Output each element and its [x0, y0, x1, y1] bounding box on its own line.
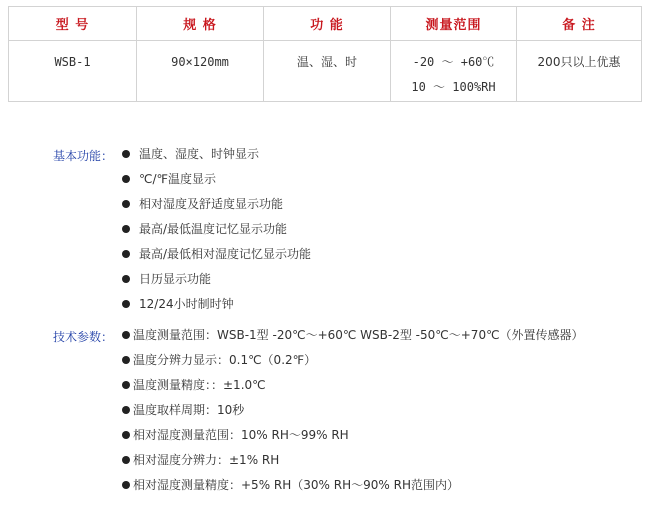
- list-item: 相对湿度测量范围：10% RH～99% RH: [122, 423, 584, 448]
- list-item: 相对湿度测量精度：+5% RH（30% RH～90% RH范围内）: [122, 473, 584, 498]
- spec-table: [8, 6, 642, 102]
- bullet-icon: [122, 456, 130, 464]
- list-item: 最高/最低温度记忆显示功能: [122, 217, 311, 242]
- header-model: 型 号: [9, 7, 137, 41]
- list-item: 12/24小时制时钟: [122, 292, 311, 317]
- bullet-icon: [122, 406, 130, 414]
- list-item: 温度、湿度、时钟显示: [122, 142, 311, 167]
- header-note: 备 注: [517, 7, 642, 41]
- list-item: 相对湿度及舒适度显示功能: [122, 192, 311, 217]
- range-humidity: 10 ～ 100%RH: [411, 80, 496, 94]
- header-spec: 规 格: [137, 7, 264, 41]
- bullet-icon: [122, 331, 130, 339]
- cell-model: WSB-1: [9, 41, 137, 102]
- cell-note: 200只以上优惠: [517, 41, 642, 102]
- bullet-icon: [122, 150, 130, 158]
- list-item: 日历显示功能: [122, 267, 311, 292]
- bullet-icon: [122, 225, 130, 233]
- table-header-row: [9, 7, 642, 41]
- list-item: 温度取样周期：10秒: [122, 398, 584, 423]
- basic-functions-list: [122, 142, 311, 317]
- bullet-icon: [122, 200, 130, 208]
- bullet-icon: [122, 381, 130, 389]
- bullet-icon: [122, 300, 130, 308]
- cell-range: [391, 41, 517, 102]
- bullet-icon: [122, 481, 130, 489]
- bullet-icon: [122, 356, 130, 364]
- basic-functions-label: 基本功能：: [53, 149, 114, 163]
- list-item: 相对湿度分辨力：±1% RH: [122, 448, 584, 473]
- list-item: ℃/℉温度显示: [122, 167, 311, 192]
- tech-params-label: 技术参数：: [53, 330, 114, 344]
- header-range: 测量范围: [391, 7, 517, 41]
- list-item: 温度分辨力显示：0.1℃（0.2℉）: [122, 348, 584, 373]
- list-item: 最高/最低相对湿度记忆显示功能: [122, 242, 311, 267]
- list-item: 温度测量范围：WSB-1型 -20℃～+60℃ WSB-2型 -50℃～+70℃（外置传感器）: [122, 323, 584, 348]
- bullet-icon: [122, 175, 130, 183]
- table-row: [9, 41, 642, 102]
- cell-spec: 90×120mm: [137, 41, 264, 102]
- range-temperature: -20 ～ +60℃: [412, 55, 495, 69]
- bullet-icon: [122, 431, 130, 439]
- bullet-icon: [122, 250, 130, 258]
- tech-params-list: [122, 323, 584, 498]
- header-function: 功 能: [264, 7, 391, 41]
- cell-function: 温、湿、时: [264, 41, 391, 102]
- bullet-icon: [122, 275, 130, 283]
- list-item: 温度测量精度：：±1.0℃: [122, 373, 584, 398]
